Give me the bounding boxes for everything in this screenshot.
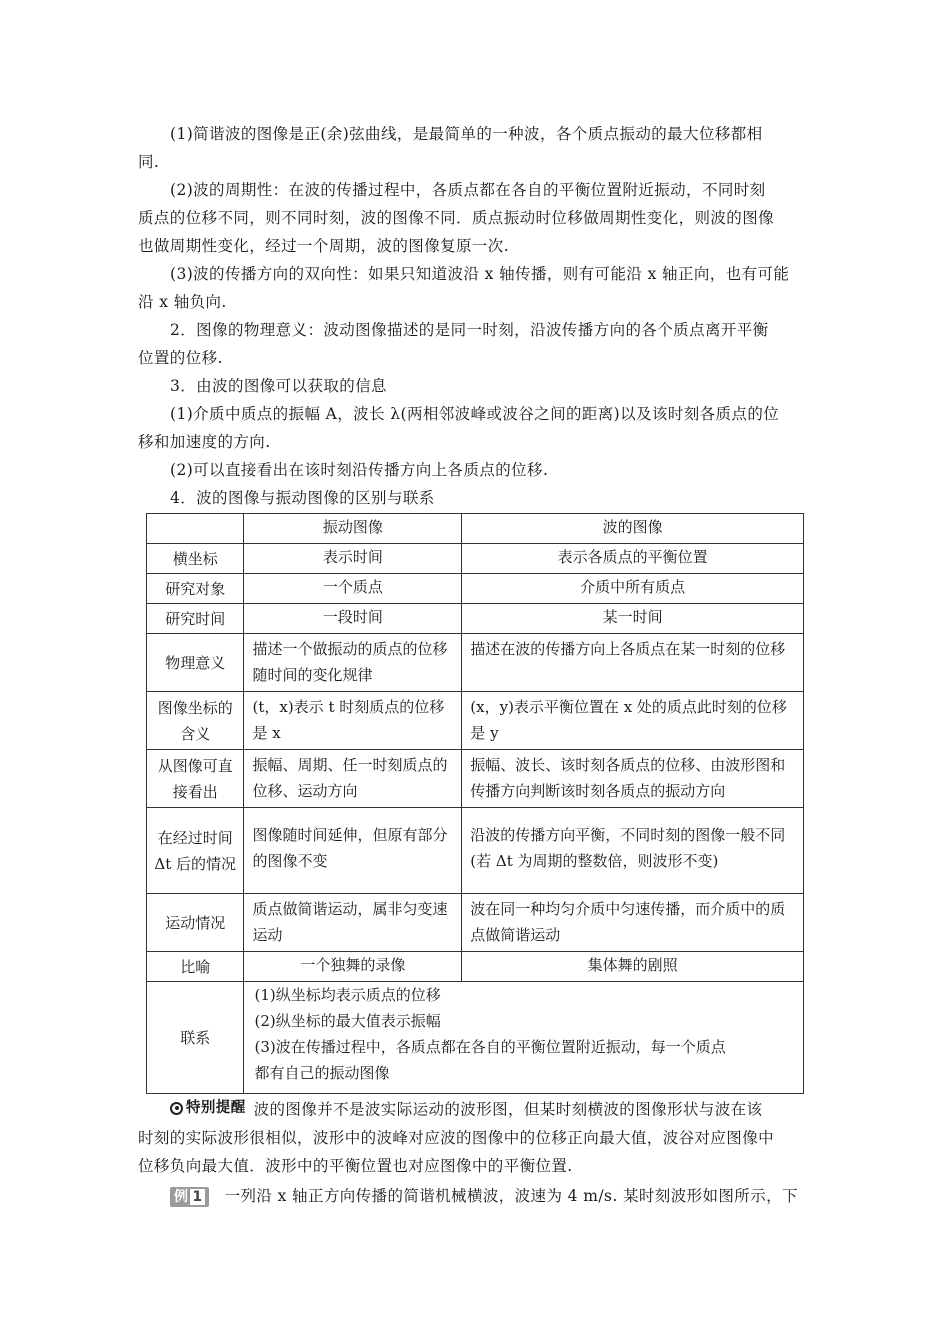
row-label: 在经过时间 Δt 后的情况 [147, 808, 244, 894]
link-item: (1)纵坐标均表示质点的位移 [254, 986, 441, 1004]
table-row [147, 750, 804, 808]
text-line: 位移负向最大值．波形中的平衡位置也对应图像中的平衡位置. [138, 1156, 573, 1175]
wave-cell: 沿波的传播方向平衡，不同时刻的图像一般不同(若 Δt 为周期的整数倍，则波形不变) [462, 808, 804, 894]
link-cell [244, 982, 804, 1094]
vibration-cell: 表示时间 [244, 544, 462, 574]
example-text: 一列沿 x 轴正方向传播的简谐机械横波，波速为 4 m/s. 某时刻波形如图所示，下 [224, 1187, 798, 1205]
row-label: 研究对象 [147, 574, 244, 604]
vibration-cell: 质点做简谐运动，属非匀变速运动 [244, 894, 462, 952]
row-label: 运动情况 [147, 894, 244, 952]
table-row-link [147, 982, 804, 1094]
table-header-row [147, 514, 804, 544]
table-row [147, 604, 804, 634]
text-line: 时刻的实际波形很相似，波形中的波峰对应波的图像中的位移正向最大值，波谷对应图像中 [138, 1128, 775, 1147]
table-header-cell: 振动图像 [244, 514, 462, 544]
vibration-cell: (t，x)表示 t 时刻质点的位移是 x [244, 692, 462, 750]
text-line: 3．由波的图像可以获取的信息 [170, 377, 387, 395]
table-row [147, 544, 804, 574]
example-badge-label: 例 [174, 1189, 189, 1205]
example-badge [170, 1187, 209, 1207]
text-line: (2)波的周期性：在波的传播过程中，各质点都在各自的平衡位置附近振动，不同时刻 [170, 181, 766, 199]
text-line: (3)波的传播方向的双向性：如果只知道波沿 x 轴传播，则有可能沿 x 轴正向，也有可能 [170, 265, 790, 283]
paragraph-bidirectional [138, 260, 818, 316]
wave-cell: 波在同一种均匀介质中匀速传播，而介质中的质点做简谐运动 [462, 894, 804, 952]
vibration-cell: 图像随时间延伸，但原有部分的图像不变 [244, 808, 462, 894]
link-item: 都有自己的振动图像 [254, 1064, 390, 1082]
text-line: 同. [138, 153, 160, 171]
row-label: 横坐标 [147, 544, 244, 574]
wave-cell: 集体舞的剧照 [462, 952, 804, 982]
vibration-cell: 振幅、周期、任一时刻质点的位移、运动方向 [244, 750, 462, 808]
comparison-table [146, 513, 804, 1094]
example-problem [138, 1182, 818, 1210]
row-label: 联系 [147, 982, 244, 1094]
text-line: 质点的位移不同，则不同时刻，波的图像不同．质点振动时位移做周期性变化，则波的图像 [138, 209, 775, 227]
wave-cell: (x，y)表示平衡位置在 x 处的质点此时刻的位移是 y [462, 692, 804, 750]
example-number: 1 [192, 1189, 203, 1205]
text-line: 波的图像并不是波实际运动的波形图，但某时刻横波的图像形状与波在该 [253, 1100, 763, 1119]
table-header-cell: 波的图像 [462, 514, 804, 544]
table-row [147, 894, 804, 952]
table-row [147, 952, 804, 982]
vibration-cell: 一段时间 [244, 604, 462, 634]
text-line: 沿 x 轴负向. [138, 293, 227, 311]
text-line: (1)简谐波的图像是正(余)弦曲线，是最简单的一种波，各个质点振动的最大位移都相 [170, 125, 763, 143]
paragraph-amplitude-wavelength [138, 400, 818, 456]
table-row [147, 634, 804, 692]
paragraph-simple-harmonic-wave [138, 120, 818, 176]
table-header-cell [147, 514, 244, 544]
note-tag-label: 特别提醒 [186, 1100, 246, 1116]
paragraph-table-heading [138, 484, 818, 512]
text-line: 位置的位移. [138, 349, 223, 367]
wave-cell: 介质中所有质点 [462, 574, 804, 604]
text-line: (1)介质中质点的振幅 A，波长 λ(两相邻波峰或波谷之间的距离)以及该时刻各质点的位 [170, 405, 780, 423]
text-line: 2．图像的物理意义：波动图像描述的是同一时刻，沿波传播方向的各个质点离开平衡 [170, 321, 769, 339]
table-row [147, 692, 804, 750]
paragraph-physical-meaning [138, 316, 818, 372]
table-row [147, 574, 804, 604]
wave-cell: 振幅、波长、该时刻各质点的位移、由波形图和传播方向判断该时刻各质点的振动方向 [462, 750, 804, 808]
paragraph-displacement [138, 456, 818, 484]
note-bullet-icon [170, 1102, 183, 1115]
text-line: 也做周期性变化，经过一个周期，波的图像复原一次. [138, 237, 510, 255]
row-label: 比喻 [147, 952, 244, 982]
wave-cell: 表示各质点的平衡位置 [462, 544, 804, 574]
row-label: 物理意义 [147, 634, 244, 692]
link-item: (3)波在传播过程中，各质点都在各自的平衡位置附近振动，每一个质点 [254, 1038, 726, 1056]
wave-cell: 某一时间 [462, 604, 804, 634]
vibration-cell: 一个独舞的录像 [244, 952, 462, 982]
row-label: 研究时间 [147, 604, 244, 634]
paragraph-periodicity [138, 176, 818, 260]
vibration-cell: 描述一个做振动的质点的位移随时间的变化规律 [244, 634, 462, 692]
special-note [138, 1094, 818, 1180]
wave-cell: 描述在波的传播方向上各质点在某一时刻的位移 [462, 634, 804, 692]
text-line: 移和加速度的方向. [138, 433, 271, 451]
note-tag [170, 1094, 246, 1122]
paragraph-info-heading [138, 372, 818, 400]
row-label: 从图像可直接看出 [147, 750, 244, 808]
text-line: (2)可以直接看出在该时刻沿传播方向上各质点的位移. [170, 461, 549, 479]
link-item: (2)纵坐标的最大值表示振幅 [254, 1012, 441, 1030]
vibration-cell: 一个质点 [244, 574, 462, 604]
text-line: 4．波的图像与振动图像的区别与联系 [170, 489, 435, 507]
table-row [147, 808, 804, 894]
row-label: 图像坐标的含义 [147, 692, 244, 750]
